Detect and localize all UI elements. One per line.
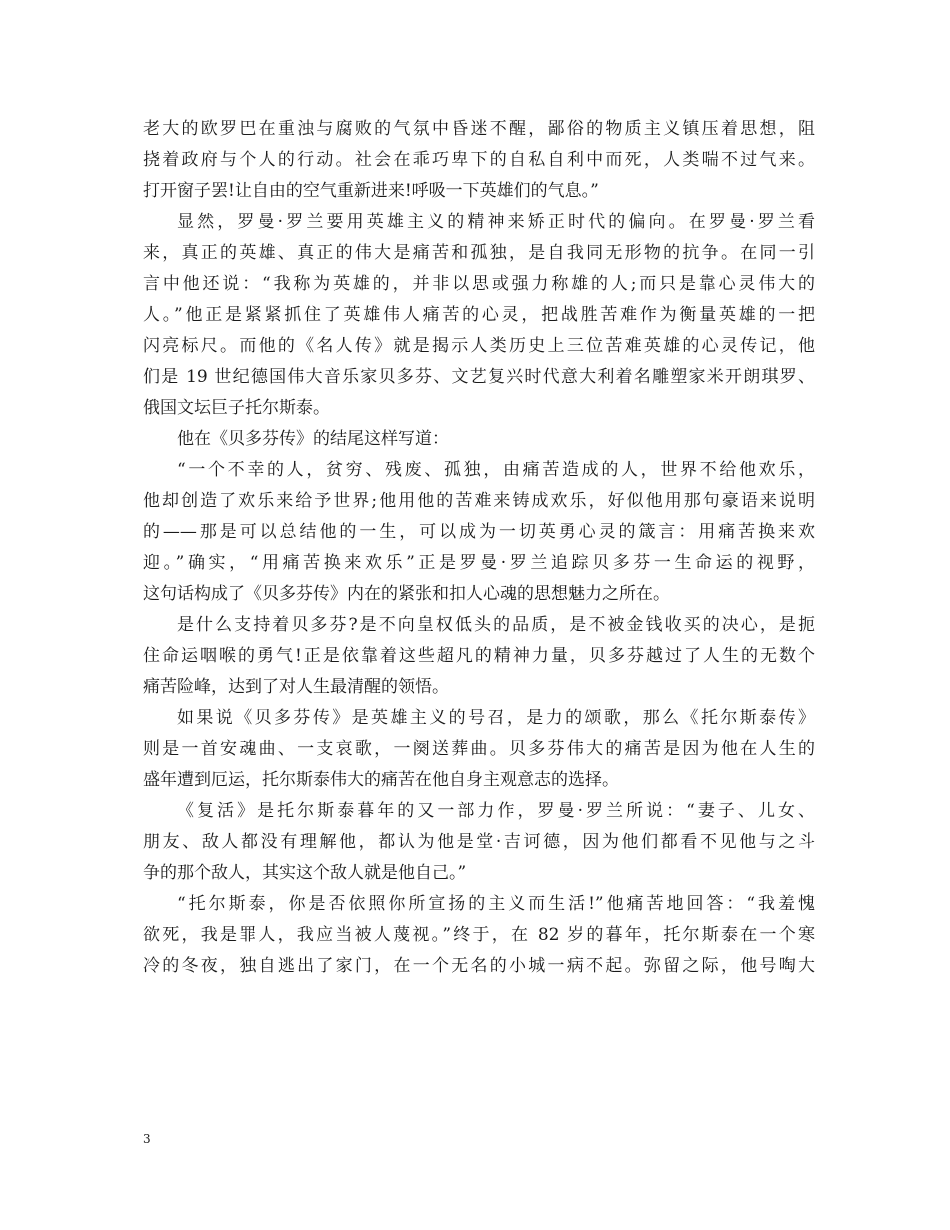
text-line: 来，真正的英雄、真正的伟大是痛苦和孤独，是自我同无形物的抗争。在同一引 [143,243,815,263]
text-line: 打开窗子罢!让自由的空气重新进来!呼吸一下英雄们的气息。” [143,181,599,201]
text-line: 他在《贝多芬传》的结尾这样写道： [177,429,449,449]
text-line: 朋友、敌人都没有理解他，都认为他是堂·吉诃德，因为他们都看不见他与之斗 [143,832,815,852]
text-line: 闪亮标尺。而他的《名人传》就是揭示人类历史上三位苦难英雄的心灵传记，他 [143,336,815,356]
text-line: 言中他还说：“我称为英雄的，并非以思或强力称雄的人;而只是靠心灵伟大的 [143,274,815,294]
text-line: 如果说《贝多芬传》是英雄主义的号召，是力的颂歌，那么《托尔斯泰传》 [177,708,815,728]
text-line: 痛苦险峰，达到了对人生最清醒的领悟。 [143,677,449,697]
text-line: 《复活》是托尔斯泰暮年的又一部力作，罗曼·罗兰所说：“妻子、儿女、 [177,801,815,821]
text-line: 住命运咽喉的勇气!正是依靠着这些超凡的精神力量，贝多芬越过了人生的无数个 [143,646,815,666]
text-line: 欲死，我是罪人，我应当被人蔑视。”终于，在 82 岁的暮年，托尔斯泰在一个寒 [143,925,815,945]
page-number: 3 [143,1132,151,1146]
text-line: 是什么支持着贝多芬?是不向皇权低头的品质，是不被金钱收买的决心，是扼 [177,615,815,635]
text-line: 争的那个敌人，其实这个敌人就是他自己。” [143,863,467,883]
text-line: 盛年遭到厄运，托尔斯泰伟大的痛苦在他自身主观意志的选择。 [143,770,619,790]
text-line: 他却创造了欢乐来给予世界;他用他的苦难来铸成欢乐，好似他用那句豪语来说明 [143,491,815,511]
text-line: “托尔斯泰，你是否依照你所宣扬的主义而生活!”他痛苦地回答：“我羞愧 [177,894,815,914]
text-line: 则是一首安魂曲、一支哀歌，一阕送葬曲。贝多芬伟大的痛苦是因为他在人生的 [143,739,815,759]
text-line: 们是 19 世纪德国伟大音乐家贝多芬、文艺复兴时代意大利着名雕塑家米开朗琪罗、 [143,367,815,387]
text-line: 挠着政府与个人的行动。社会在乖巧卑下的自私自利中而死，人类喘不过气来。 [143,150,815,170]
body-text [143,114,815,982]
text-line: 迎。”确实，“用痛苦换来欢乐”正是罗曼·罗兰追踪贝多芬一生命运的视野， [143,553,815,573]
text-line: 显然，罗曼·罗兰要用英雄主义的精神来矫正时代的偏向。在罗曼·罗兰看 [177,212,815,232]
text-line: “一个不幸的人，贫穷、残废、孤独，由痛苦造成的人，世界不给他欢乐， [177,460,815,480]
text-line: 俄国文坛巨子托尔斯泰。 [143,398,330,418]
text-line: 这句话构成了《贝多芬传》内在的紧张和扣人心魂的思想魅力之所在。 [143,584,670,604]
text-line: 人。”他正是紧紧抓住了英雄伟人痛苦的心灵，把战胜苦难作为衡量英雄的一把 [143,305,815,325]
text-line: 冷的冬夜，独自逃出了家门，在一个无名的小城一病不起。弥留之际，他号啕大 [143,956,815,976]
text-line: 的——那是可以总结他的一生，可以成为一切英勇心灵的箴言：用痛苦换来欢 [143,522,815,542]
text-line: 老大的欧罗巴在重浊与腐败的气氛中昏迷不醒，鄙俗的物质主义镇压着思想，阻 [143,119,815,139]
